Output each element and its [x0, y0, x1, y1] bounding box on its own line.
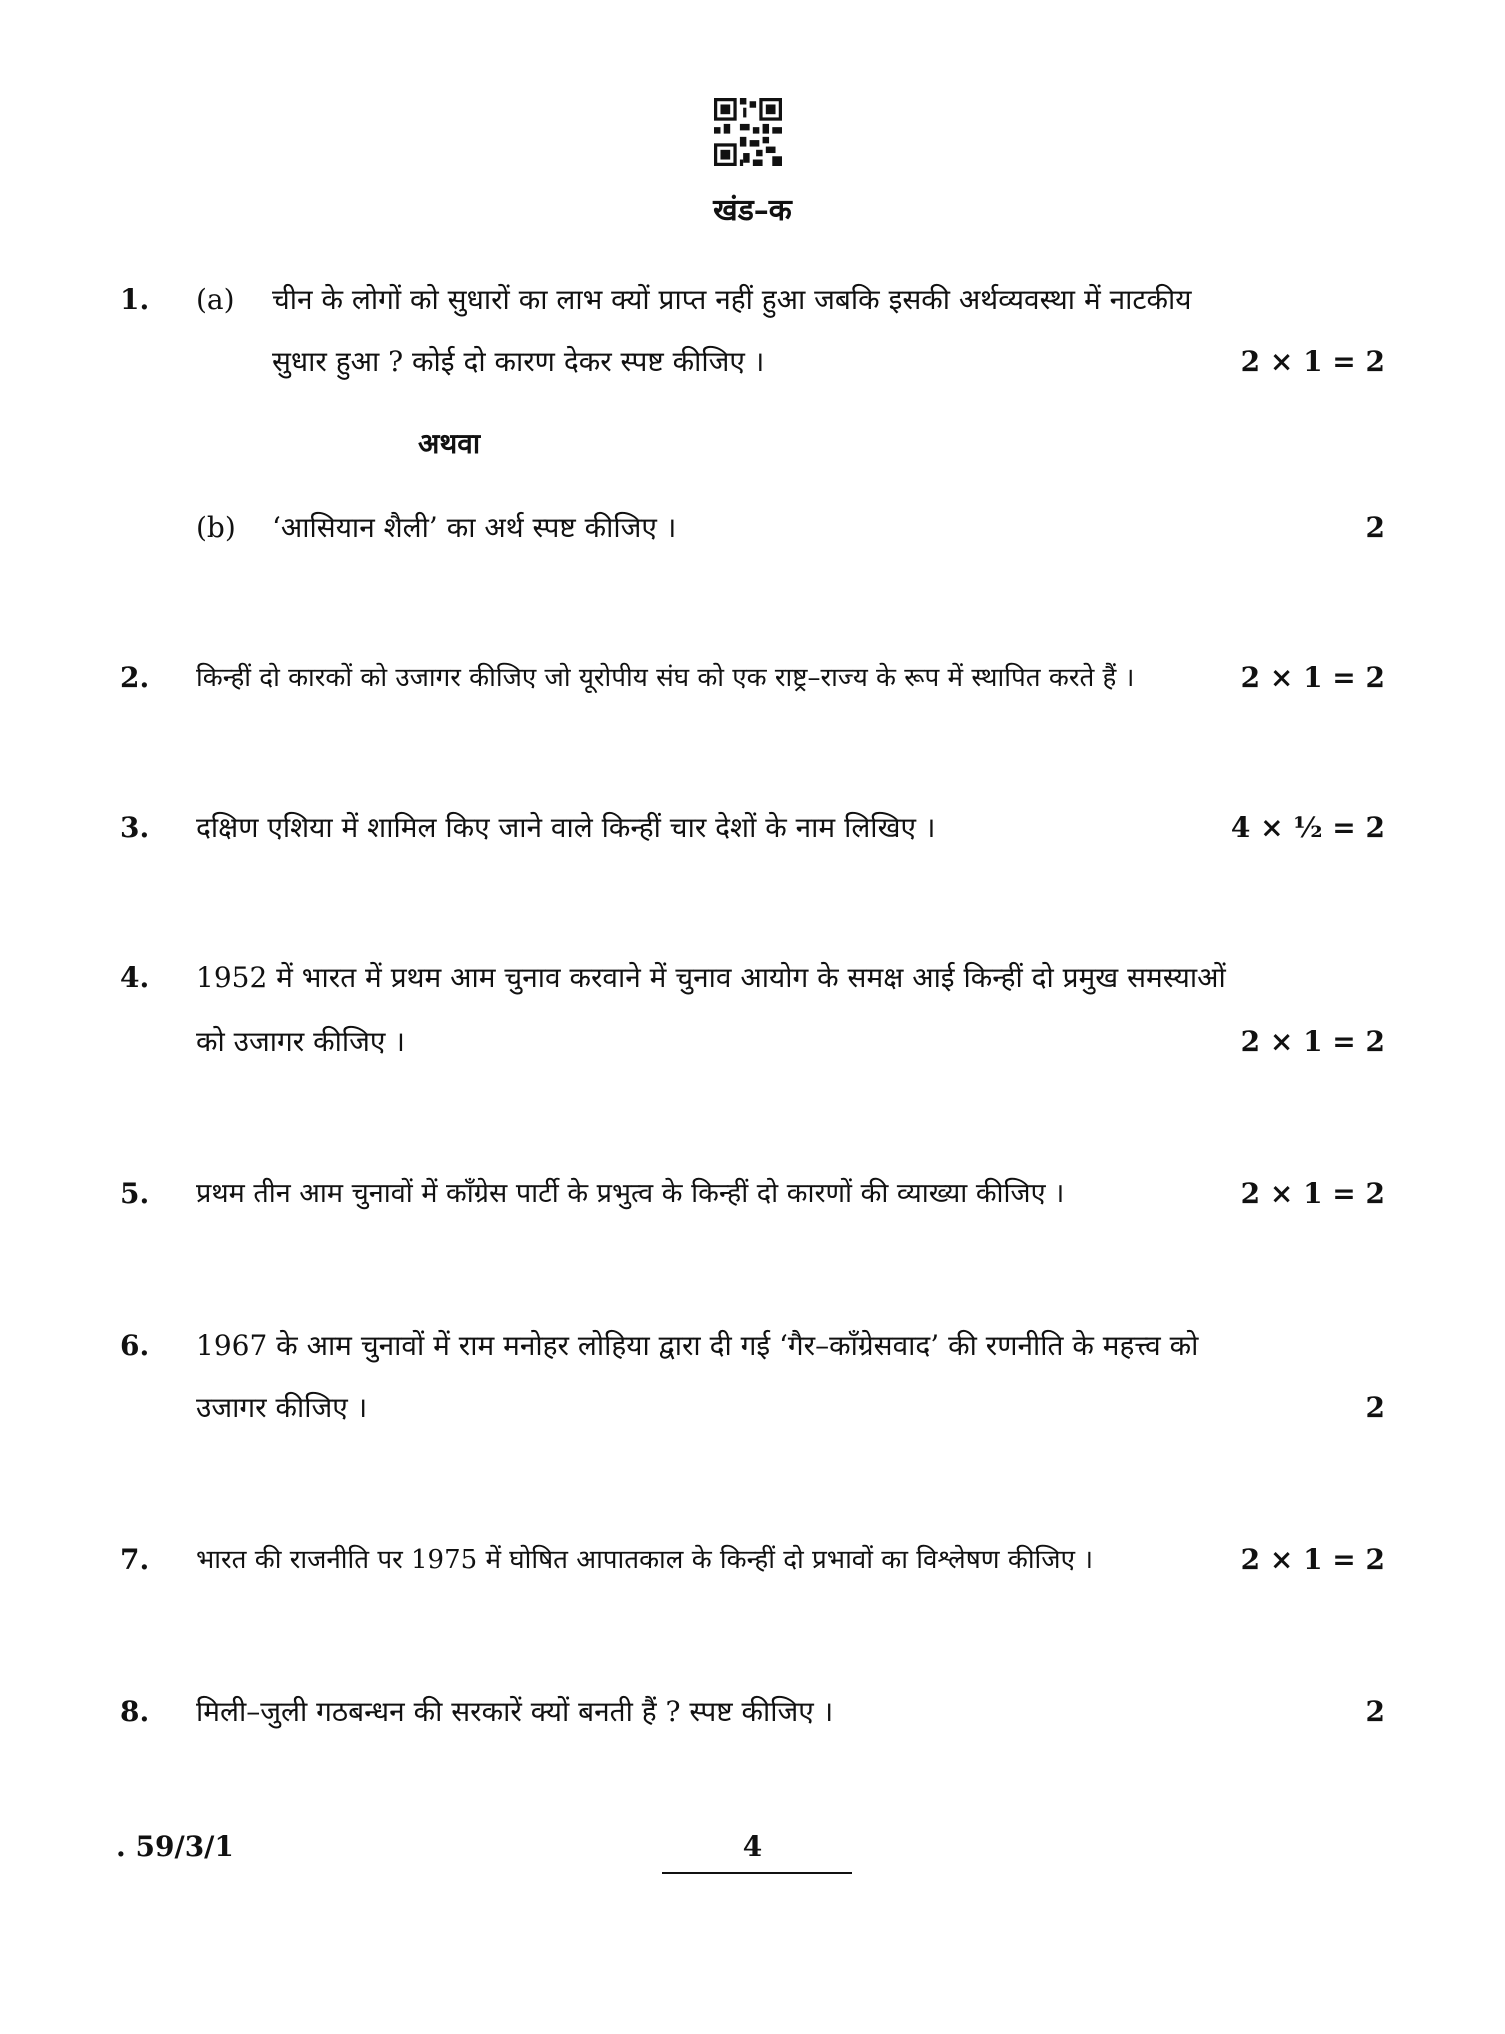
- question-number: 7.: [120, 1543, 150, 1576]
- question-number: 8.: [120, 1695, 150, 1728]
- qr-code-icon: [714, 98, 782, 166]
- question-text-line: सुधार हुआ ? कोई दो कारण देकर स्पष्ट कीजिए ।: [272, 345, 765, 378]
- question-text-line: मिली–जुली गठबन्धन की सरकारें क्यों बनती हैं ? स्पष्ट कीजिए ।: [196, 1695, 834, 1728]
- question-marks: 4 × ½ = 2: [1230, 811, 1385, 844]
- question-number: 4.: [120, 961, 150, 994]
- question-part-label: (b): [196, 511, 236, 544]
- paper-code: . 59/3/1: [116, 1830, 234, 1863]
- question-number: 1.: [120, 283, 150, 316]
- question-number: 3.: [120, 811, 150, 844]
- question-text-line: 1967 के आम चुनावों में राम मनोहर लोहिया द्वारा दी गई ‘गैर–काँग्रेसवाद’ की रणनीति के महत्त्व को: [196, 1329, 1199, 1362]
- question-number: 5.: [120, 1177, 150, 1210]
- question-marks: 2: [1365, 1695, 1385, 1728]
- question-marks: 2 × 1 = 2: [1240, 1025, 1385, 1058]
- section-title: खंड–क: [713, 193, 792, 228]
- question-text-line: दक्षिण एशिया में शामिल किए जाने वाले किन्हीं चार देशों के नाम लिखिए ।: [196, 811, 936, 844]
- question-text-line: किन्हीं दो कारकों को उजागर कीजिए जो यूरोपीय संघ को एक राष्ट्र–राज्य के रूप में स्थापित करते हैं ।: [196, 663, 1135, 693]
- question-number: 2.: [120, 661, 150, 694]
- question-part-label: (a): [196, 283, 235, 316]
- question-text-line: को उजागर कीजिए ।: [196, 1025, 405, 1058]
- question-text-line: ‘आसियान शैली’ का अर्थ स्पष्ट कीजिए ।: [272, 511, 677, 544]
- question-text-line: चीन के लोगों को सुधारों का लाभ क्यों प्राप्त नहीं हुआ जबकि इसकी अर्थव्यवस्था में नाटकीय: [272, 283, 1192, 316]
- page-number: 4: [742, 1830, 763, 1863]
- question-marks: 2: [1365, 1391, 1385, 1424]
- question-text-line: उजागर कीजिए ।: [196, 1391, 368, 1424]
- question-text-line: भारत की राजनीति पर 1975 में घोषित आपातकाल के किन्हीं दो प्रभावों का विश्लेषण कीजिए ।: [196, 1545, 1094, 1575]
- question-text-line: 1952 में भारत में प्रथम आम चुनाव करवाने में चुनाव आयोग के समक्ष आई किन्हीं दो प्रमुख समस्याओं: [196, 961, 1226, 994]
- or-label: अथवा: [418, 427, 481, 460]
- question-marks: 2 × 1 = 2: [1240, 345, 1385, 378]
- question-marks: 2 × 1 = 2: [1240, 661, 1385, 694]
- question-marks: 2: [1365, 511, 1385, 544]
- page-number-underline: [662, 1872, 852, 1874]
- question-marks: 2 × 1 = 2: [1240, 1543, 1385, 1576]
- question-text-line: प्रथम तीन आम चुनावों में काँग्रेस पार्टी के प्रभुत्व के किन्हीं दो कारणों की व्याख्या कीजिए ।: [196, 1178, 1065, 1209]
- question-marks: 2 × 1 = 2: [1240, 1177, 1385, 1210]
- question-number: 6.: [120, 1329, 150, 1362]
